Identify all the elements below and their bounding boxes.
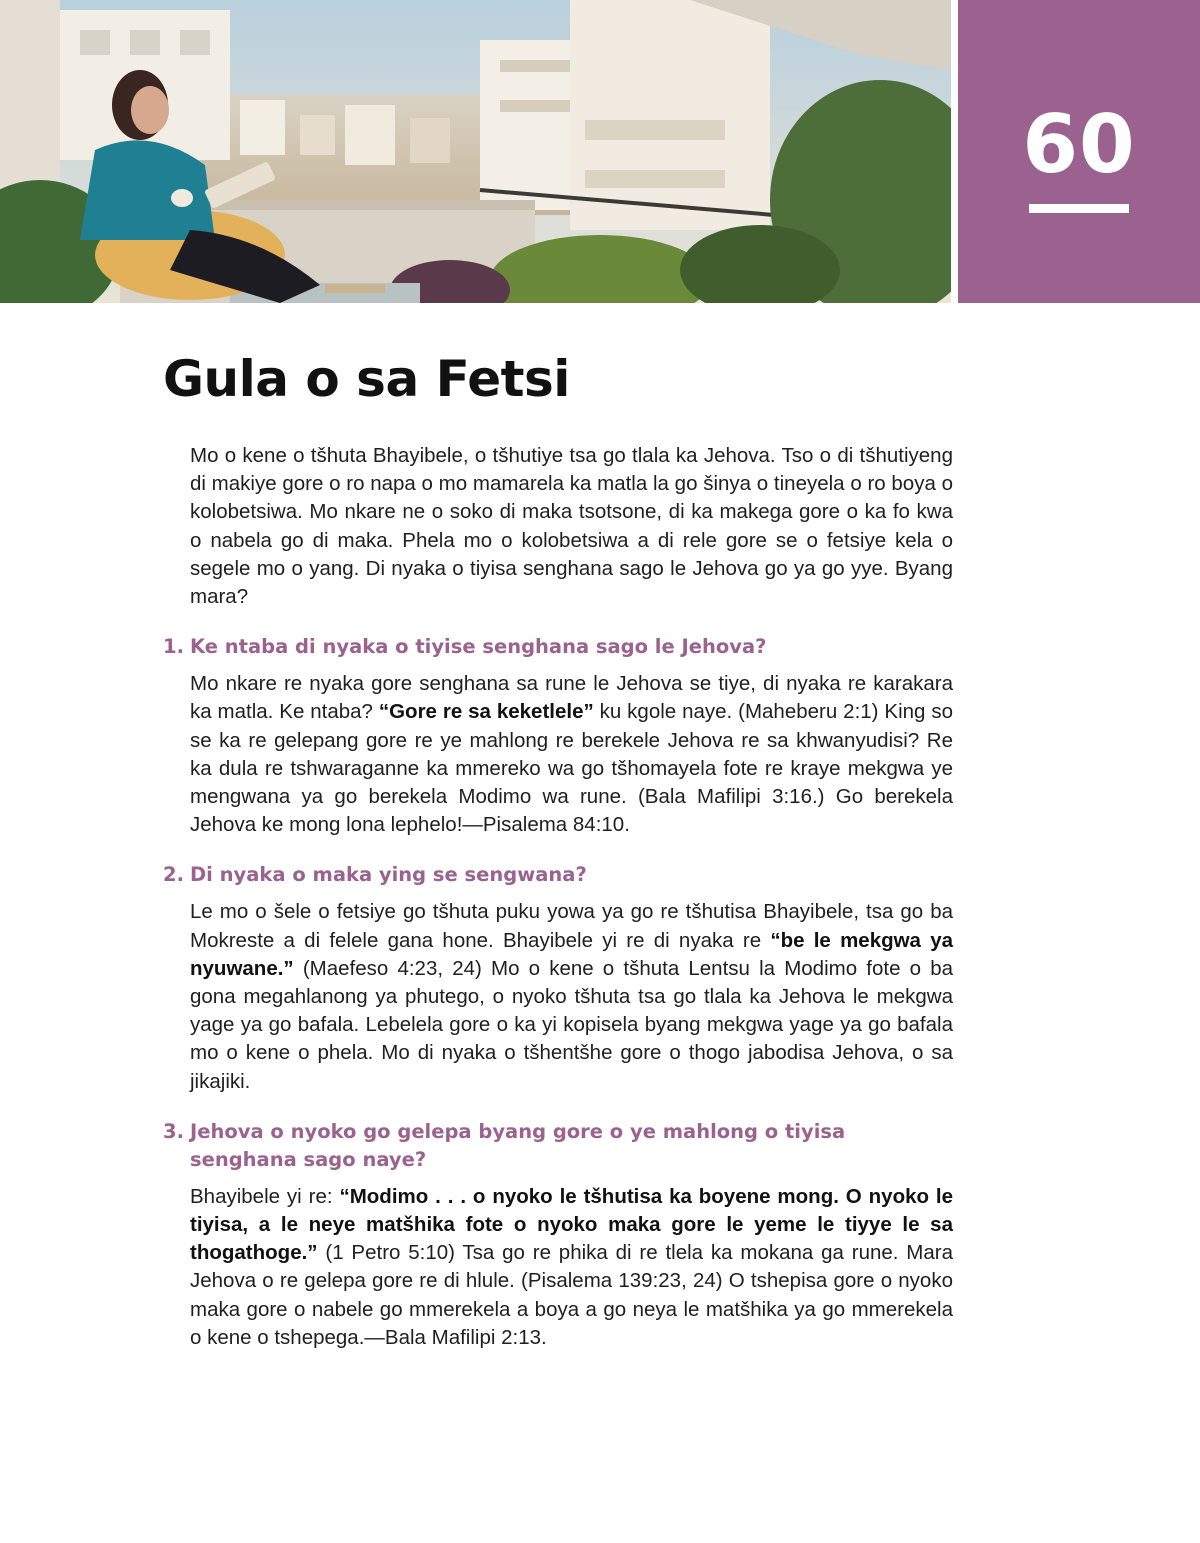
question-2-number: 2. <box>163 863 184 887</box>
header-photo <box>0 0 951 303</box>
question-2 <box>163 861 953 889</box>
lesson-number-underline <box>1029 204 1129 213</box>
lesson-content <box>163 442 953 1352</box>
answer-1-paragraph <box>190 670 953 839</box>
question-1-text: Ke ntaba di nyaka o tiyise senghana sago le Jehova? <box>190 635 767 659</box>
intro-paragraph: Mo o kene o tšhuta Bhayibele, o tšhutiye tsa go tlala ka Jehova. Tso o di tšhutiyeng di makiye gore o ro napa o mo mamarela ka matla la go šinya o tineyela o ro boya o kolobetsiwa. Mo nkare ne o soko di maka tsotsone, di ka makega gore o ka fo kwa o nabela go di maka. Phela mo o kolobetsiwa a di rele gore se o fetsiye kela o segele mo o yang. Di nyaka o tiyisa senghana sago le Jehova go ya go yye. Byang mara? <box>190 444 953 609</box>
answer-3-quote: “Modimo . . . o nyoko le tšhutisa ka boyene mong. O nyoko le tiyisa, a le neye matšhika fote o nyoko maka gore le yeme le tiyye le sa thogathoge.” <box>190 1184 953 1265</box>
answer-1-quote: “Gore re sa keketlele” <box>378 700 594 724</box>
answer-2-paragraph <box>190 898 953 1095</box>
answer-2-quote: “be le mekgwa ya nyuwane.” <box>190 928 953 980</box>
answer-2-text-b: (Maefeso 4:23, 24) Mo o kene o tšhuta Lentsu la Modimo fote o ba gona megahlanong ya phutego, o nyoko tšhuta tsa go tlala ka Jehova le mekgwa yage ya go bafala. Lebelela gore o ka yi kopisela byang mekgwa yage ya go bafala mo o kene o phela. Mo di nyaka o tšhentšhe gore o thogo jabodisa Jehova, o sa jikajiki. <box>190 956 953 1093</box>
question-3-number: 3. <box>163 1119 184 1143</box>
lesson-number-tab <box>958 0 1200 303</box>
question-2-text: Di nyaka o maka ying se sengwana? <box>190 863 587 887</box>
answer-1-text-a: Mo nkare re nyaka gore senghana sa rune le Jehova se tiye, di nyaka re karakara ka matla. Ke ntaba? <box>190 672 953 724</box>
answer-3-text-a: Bhayibele yi re: <box>190 1184 340 1208</box>
answer-3-text-b: (1 Petro 5:10) Tsa go re phika di re tlela ka mokana ga rune. Mara Jehova o re gelepa gore re di hlule. (Pisalema 139:23, 24) O tshepisa gore o nyoko maka gore o nabele go mmerekela a boya a go neya le matšhika ya go mmerekela o kene o tshepega.—Bala Mafilipi 2:13. <box>190 1241 953 1349</box>
lesson-number: 60 <box>1022 98 1136 191</box>
answer-2-text-a: Le mo o šele o fetsiye go tšhuta puku yowa ya go re tšhutisa Bhayibele, tsa go ba Mokreste a di felele gana hone. Bhayibele yi re di nyaka re <box>190 900 953 952</box>
lesson-title: Gula o sa Fetsi <box>163 350 570 408</box>
question-1 <box>163 633 953 661</box>
question-1-number: 1. <box>163 635 184 659</box>
question-3-text: Jehova o nyoko go gelepa byang gore o ye mahlong o tiyisa senghana sago naye? <box>190 1119 846 1171</box>
balcony-photo-illustration <box>0 0 951 303</box>
answer-3-paragraph <box>190 1183 953 1352</box>
answer-1-text-b: ku kgole naye. (Maheberu 2:1) King so se ka re gelepang gore re ye mahlong re berekele Jehova re sa khwanyudisi? Re ka dula re tshwaraganne ka mmereko wa go tšhomayela fote re kraye mekgwa ye mengwana ya go berekela Modimo wa rune. (Bala Mafilipi 3:16.) Go berekela Jehova ke mong lona lephelo!—Pisalema 84:10. <box>190 700 953 837</box>
question-3 <box>163 1118 953 1174</box>
